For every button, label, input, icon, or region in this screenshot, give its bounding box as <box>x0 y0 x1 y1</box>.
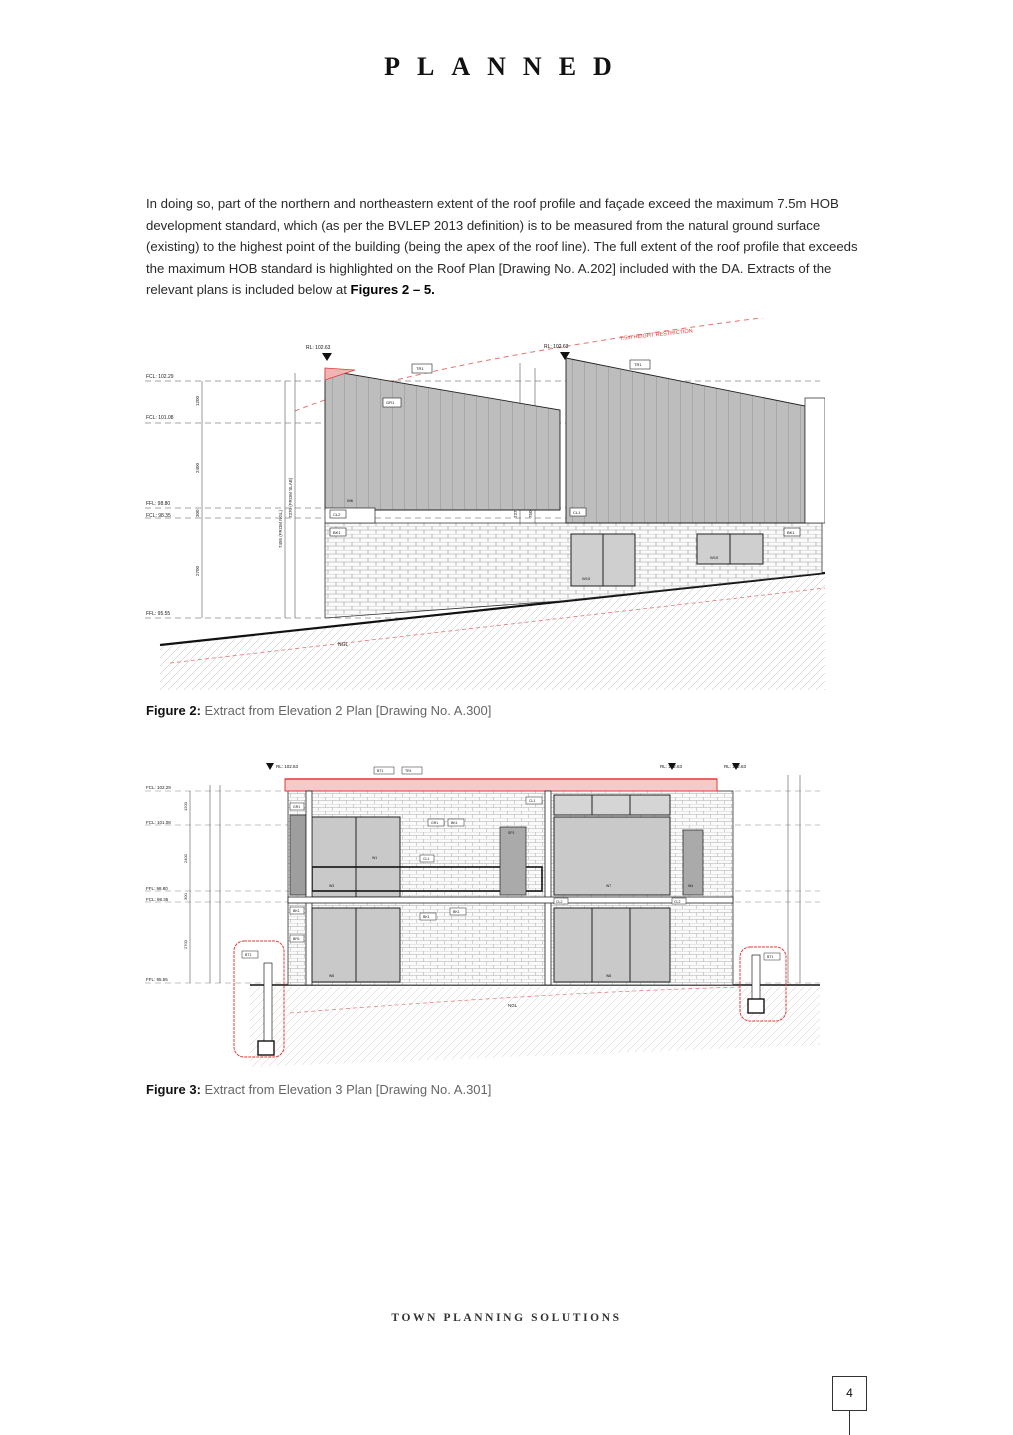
level-label: FCL: 101.08 <box>146 820 171 825</box>
ngl-label: NGL <box>508 1003 518 1008</box>
dimension-label: 300 <box>195 509 200 517</box>
rl-label-right: RL: 102.63 <box>724 764 747 769</box>
window-tag: W8 <box>606 974 612 978</box>
figure-2-text: Extract from Elevation 2 Plan [Drawing No. A.300] <box>200 703 492 718</box>
level-label: FCL: 102.29 <box>146 785 171 790</box>
dimension-label: 2700 <box>183 940 188 949</box>
rl-label-left: RL: 102.63 <box>276 764 299 769</box>
figures-reference: Figures 2 – 5. <box>350 282 435 298</box>
level-label: FCL: 98.35 <box>146 513 171 519</box>
material-tag: BT1 <box>377 769 384 773</box>
rl-label-mid: RL: 102.63 <box>660 764 683 769</box>
window-tag: W6 <box>347 498 353 503</box>
material-tag: TR1 <box>634 362 642 367</box>
rl-label-right: RL: 102.63 <box>544 344 569 350</box>
material-tag: GR1 <box>386 400 395 405</box>
dimension-label: 1200 <box>183 802 188 811</box>
level-label: FCL: 98.35 <box>146 897 169 902</box>
vertical-dimension: 7495 (FROM NGL) <box>278 509 283 548</box>
dimension-label: 1200 <box>195 395 200 406</box>
material-tag: CL1 <box>573 510 581 515</box>
dimension-label: 300 <box>183 893 188 900</box>
material-tag: CL2 <box>333 512 341 517</box>
material-tag: GR1 <box>431 821 439 825</box>
level-label: FFL: 95.55 <box>146 977 168 982</box>
window-tag: W10 <box>582 576 591 581</box>
material-tag: BK1 <box>333 530 341 535</box>
dimension-label: 2400 <box>195 462 200 473</box>
window-tag: W7 <box>606 884 612 888</box>
level-label: FCL: 101.08 <box>146 415 174 421</box>
height-restriction-label: 7.5m HEIGHT RESTRICTION <box>619 328 694 342</box>
material-tag: BK1 <box>423 915 430 919</box>
figure-2-elevation-drawing <box>140 318 825 690</box>
window-tag: W5 <box>329 974 335 978</box>
figure-3-text: Extract from Elevation 3 Plan [Drawing No. A.301] <box>200 1082 492 1097</box>
level-label: FFL: 98.80 <box>146 886 168 891</box>
page-number-tick <box>849 1411 850 1435</box>
material-tag: BT1 <box>245 953 252 957</box>
ngl-label: NGL <box>338 642 349 648</box>
material-tag: BK1 <box>453 910 460 914</box>
dimension-label: 2400 <box>183 854 188 863</box>
figure-2-caption <box>146 703 491 718</box>
material-tag: BR1 <box>293 937 300 941</box>
window-tag: W10 <box>710 555 719 560</box>
window-tag: W1 <box>372 856 378 860</box>
vertical-dimension: 7370 (FROM SLAB) <box>288 477 293 518</box>
body-paragraph <box>146 193 858 301</box>
window-tag: W3 <box>329 884 335 888</box>
figure-3-elevation-drawing <box>140 755 825 1067</box>
figure-3-caption <box>146 1082 491 1097</box>
page-number: 4 <box>832 1376 867 1411</box>
material-tag: TR1 <box>405 769 412 773</box>
material-tag: CL2 <box>674 900 681 904</box>
material-tag: BK1 <box>293 909 300 913</box>
figure-2-label: Figure 2: <box>146 703 201 718</box>
figure-3-label: Figure 3: <box>146 1082 201 1097</box>
level-label: FFL: 95.55 <box>146 611 171 617</box>
dimension-label: 2700 <box>195 565 200 576</box>
material-tag: CL1 <box>529 799 536 803</box>
window-tag: W4 <box>688 884 694 888</box>
window-tag: SP1 <box>508 831 515 835</box>
rl-label-left: RL: 102.63 <box>306 345 331 351</box>
material-tag: BK1 <box>787 530 795 535</box>
material-tag: GR1 <box>293 805 301 809</box>
material-tag: BK1 <box>451 821 458 825</box>
material-tag: TR1 <box>416 366 424 371</box>
level-label: FCL: 102.29 <box>146 374 174 380</box>
material-tag: BT1 <box>767 955 774 959</box>
brand-header: PLANNED <box>384 52 629 81</box>
material-tag: CL2 <box>556 900 563 904</box>
level-label: FFL: 98.80 <box>146 501 171 507</box>
footer-tagline: TOWN PLANNING SOLUTIONS <box>391 1312 622 1324</box>
body-text: In doing so, part of the northern and northeastern extent of the roof profile and façade exceed the maximum 7.5m HOB development standard, which (as per the BVLEP 2013 definition) is to be measured from the natural ground surface (existing) to the highest point of the building (being the apex of the roof line). The full extent of the roof profile that exceeds the maximum HOB standard is highlighted on the Roof Plan [Drawing No. A.202] included with the DA. Extracts of the relevant plans is included below at <box>146 196 858 298</box>
material-tag: CL1 <box>423 857 430 861</box>
